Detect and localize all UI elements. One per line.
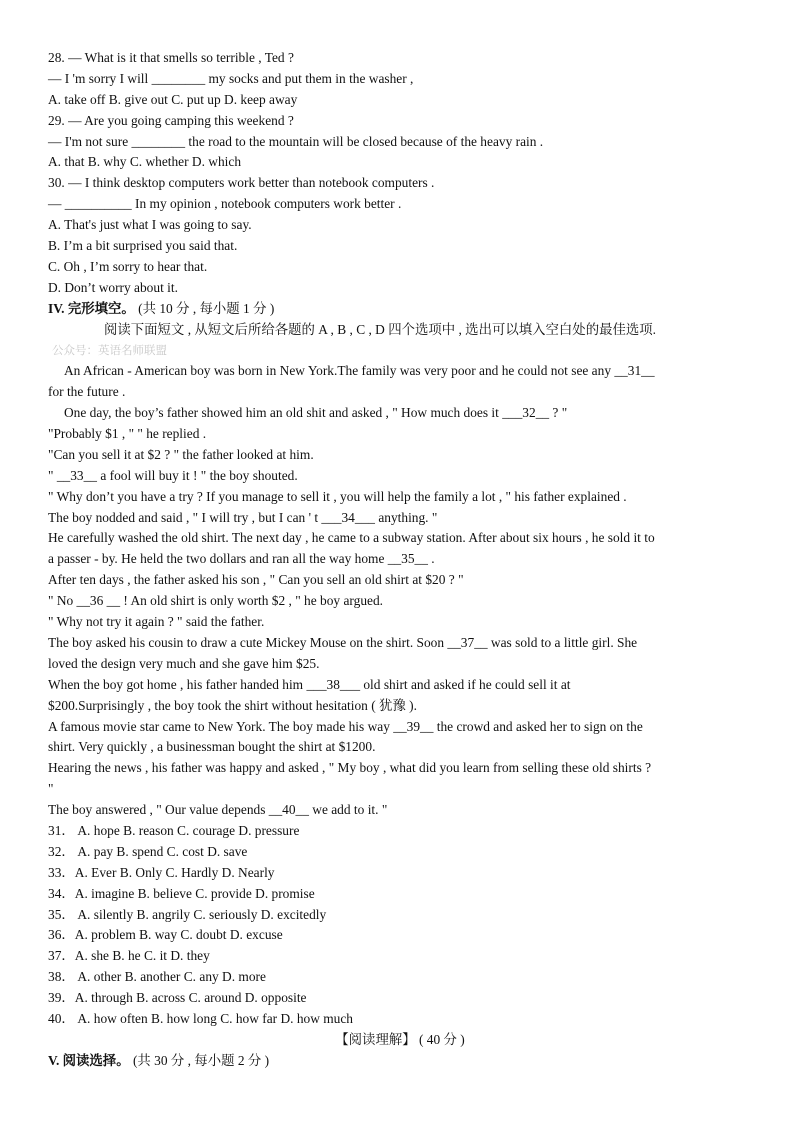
option-line-32: 32． A. pay B. spend C. cost D. save [48,843,248,859]
passage-line: " __33__ a fool will buy it ! " the boy shouted. [48,467,298,483]
question-30-stem: 30. — I think desktop computers work better than notebook computers . [48,175,435,191]
section-4-heading [0,299,800,320]
option-line-31: 31． A. hope B. reason C. courage D. pressure [48,822,300,838]
question-30-option-b: B. I’m a bit surprised you said that. [48,238,238,254]
section-5-title: V. 阅读选择。 [48,1052,130,1068]
passage-line: $200.Surprisingly , the boy took the shirt without hesitation ( 犹豫 ). [48,697,417,713]
question-29-stem: 29. — Are you going camping this weekend ? [48,112,294,128]
passage-line: for the future . [48,384,126,400]
section-4-score: (共 10 分 , 每小题 1 分 ) [134,300,275,316]
option-line-40: 40． A. how often B. how long C. how far D. how much [48,1010,353,1026]
passage-line: Hearing the news , his father was happy and asked , " My boy , what did you learn from selling these old shirts ? [48,760,652,776]
option-line-35: 35． A. silently B. angrily C. seriously D. excitedly [48,906,327,922]
question-29-options: A. that B. why C. whether D. which [48,154,242,170]
section-5-score: (共 30 分 , 每小题 2 分 ) [129,1052,270,1068]
passage-line: The boy answered , " Our value depends __40__ we add to it. " [48,802,388,818]
watermark-text: 公众号：英语名师联盟 [52,343,167,358]
passage-line: The boy asked his cousin to draw a cute Mickey Mouse on the shirt. Soon __37__ was sold to a little girl. She [48,634,638,650]
option-line-34: 34．A. imagine B. believe C. provide D. promise [48,885,315,901]
passage-line: A famous movie star came to New York. The boy made his way __39__ the crowd and asked her to sign on the [48,718,643,734]
passage-line: When the boy got home , his father handed him ___38___ old shirt and asked if he could sell it at [48,676,571,692]
option-line-37: 37．A. she B. he C. it D. they [48,948,210,964]
passage-line: a passer - by. He held the two dollars and ran all the way home __35__ . [48,551,435,567]
section-5-heading [0,1051,800,1072]
question-28-reply: — I 'm sorry I will ________ my socks and put them in the washer , [48,70,414,86]
passage-line: " No __36 __ ! An old shirt is only worth $2 , " he boy argued. [48,593,384,609]
question-28-stem: 28. — What is it that smells so terrible , Ted ? [48,50,294,65]
option-line-33: 33．A. Ever B. Only C. Hardly D. Nearly [48,864,275,880]
option-line-38: 38． A. other B. another C. any D. more [48,969,266,985]
question-30-option-d: D. Don’t worry about it. [48,279,178,295]
question-30-option-a: A. That's just what I was going to say. [48,217,252,233]
passage-line: He carefully washed the old shirt. The next day , he came to a subway station. After about six hours , he sold it to [48,530,655,546]
passage-line: An African - American boy was born in New York.The family was very poor and he could not see any __31__ [64,363,655,379]
exam-page [0,48,800,1072]
question-30-reply: — __________ In my opinion , notebook computers work better . [48,196,402,212]
question-28-options: A. take off B. give out C. put up D. keep away [48,91,298,107]
passage-line: " Why don’t you have a try ? If you manage to sell it , you will help the family a lot , " his father explained . [48,488,627,504]
passage-line: shirt. Very quickly , a businessman bought the shirt at $1200. [48,739,376,755]
passage-line: " Why not try it again ? " said the father. [48,614,265,630]
option-line-36: 36．A. problem B. way C. doubt D. excuse [48,927,283,943]
question-29-reply: — I'm not sure ________ the road to the mountain will be closed because of the heavy rain . [48,133,544,149]
passage-line: "Can you sell it at $2 ? " the father looked at him. [48,446,314,462]
passage-line: After ten days , the father asked his son , " Can you sell an old shirt at $20 ? " [48,572,464,588]
question-30-option-c: C. Oh , I’m sorry to hear that. [48,258,208,274]
section-4-instruction: 阅读下面短文 , 从短文后所给各题的 A , B , C , D 四个选项中 , 选出可以填入空白处的最佳选项. [104,321,657,337]
passage-line: " [48,781,54,797]
passage-line: loved the design very much and she gave him $25. [48,655,320,671]
passage-line: One day, the boy’s father showed him an old shit and asked , " How much does it ___32__ ? " [64,405,568,421]
passage-line: The boy nodded and said , " I will try , but I can ' t ___34___ anything. " [48,509,438,525]
section-4-title: IV. 完形填空。 [48,300,135,316]
passage-line: "Probably $1 , " " he replied . [48,426,207,442]
reading-comprehension-header: 【阅读理解】 ( 40 分 ) [335,1031,465,1047]
option-line-39: 39．A. through B. across C. around D. opposite [48,990,307,1006]
